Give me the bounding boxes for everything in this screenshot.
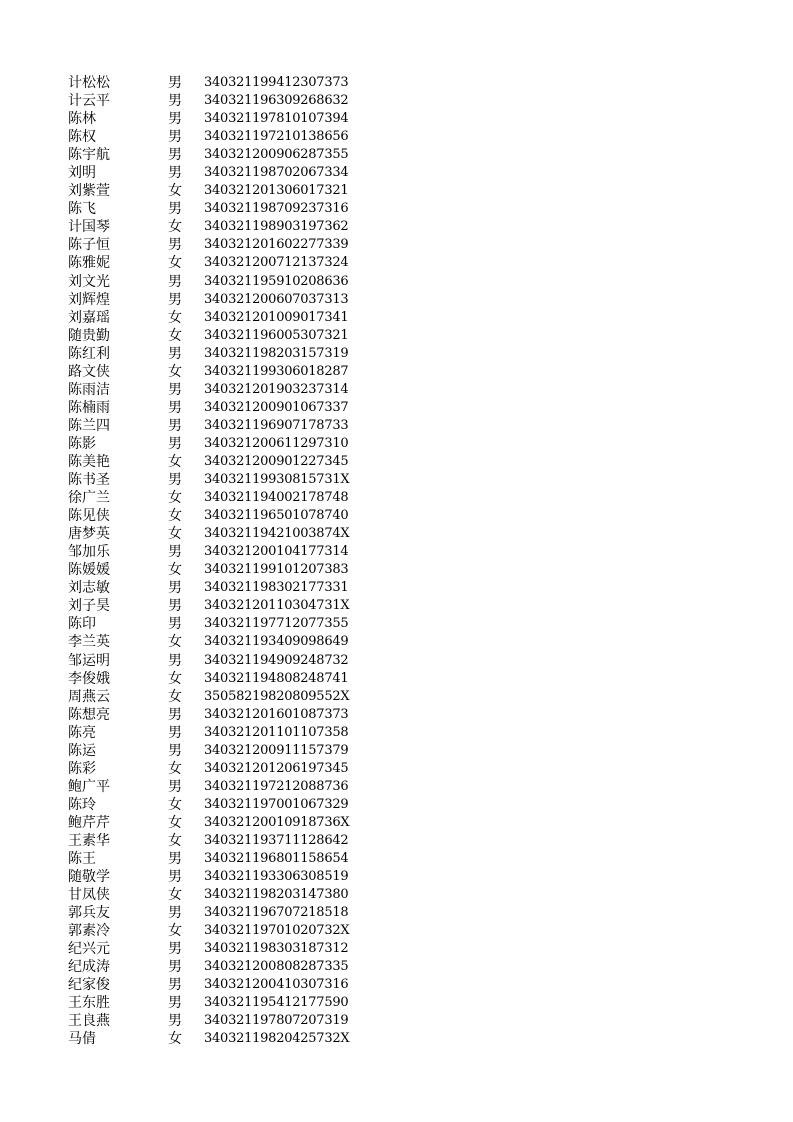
- person-name: 纪成涛: [68, 959, 110, 976]
- person-id-number: 340321200808287335: [204, 959, 349, 975]
- person-id-number: 34032119701020732X: [204, 923, 350, 939]
- person-gender: 男: [168, 905, 182, 922]
- person-gender: 男: [168, 869, 182, 886]
- list-item: [68, 742, 388, 760]
- list-item: [68, 706, 388, 724]
- list-item: [68, 597, 388, 615]
- person-id-number: 340321200611297310: [204, 435, 349, 451]
- list-item: [68, 254, 388, 272]
- person-gender: 男: [168, 941, 182, 958]
- person-id-number: 340321200906287355: [204, 147, 349, 163]
- list-item: [68, 128, 388, 146]
- person-gender: 女: [168, 832, 182, 849]
- person-name: 陈美艳: [68, 453, 110, 470]
- person-gender: 男: [168, 995, 182, 1012]
- person-gender: 男: [168, 652, 182, 669]
- person-name: 陈权: [68, 129, 96, 146]
- list-item: [68, 615, 388, 633]
- person-gender: 女: [168, 327, 182, 344]
- list-item: [68, 381, 388, 399]
- list-item: [68, 218, 388, 236]
- list-item: [68, 778, 388, 796]
- roster-list: [68, 74, 388, 1049]
- list-item: [68, 182, 388, 200]
- person-gender: 女: [168, 760, 182, 777]
- person-id-number: 340321195910208636: [204, 273, 349, 289]
- list-item: [68, 760, 388, 778]
- person-id-number: 340321196907178733: [204, 417, 349, 433]
- person-name: 邹运明: [68, 652, 110, 669]
- person-id-number: 340321194002178748: [204, 490, 349, 506]
- list-item: [68, 489, 388, 507]
- person-gender: 男: [168, 93, 182, 110]
- person-name: 李俊娥: [68, 670, 110, 687]
- person-name: 刘子昊: [68, 598, 110, 615]
- person-gender: 男: [168, 598, 182, 615]
- person-gender: 女: [168, 453, 182, 470]
- person-name: 计国琴: [68, 219, 110, 236]
- person-name: 唐梦英: [68, 526, 110, 543]
- person-id-number: 340321197712077355: [204, 616, 349, 632]
- list-item: [68, 309, 388, 327]
- person-id-number: 340321194909248732: [204, 652, 349, 668]
- person-id-number: 340321200901227345: [204, 453, 349, 469]
- person-name: 鲍芹芹: [68, 814, 110, 831]
- person-name: 陈媛媛: [68, 562, 110, 579]
- person-gender: 女: [168, 814, 182, 831]
- list-item: [68, 417, 388, 435]
- person-name: 刘文光: [68, 273, 110, 290]
- person-gender: 女: [168, 363, 182, 380]
- person-gender: 男: [168, 345, 182, 362]
- person-id-number: 340321201903237314: [204, 381, 349, 397]
- person-name: 刘辉煌: [68, 291, 110, 308]
- person-gender: 男: [168, 147, 182, 164]
- person-name: 甘凤侠: [68, 887, 110, 904]
- person-gender: 男: [168, 417, 182, 434]
- person-name: 邹加乐: [68, 544, 110, 561]
- person-name: 刘明: [68, 165, 96, 182]
- person-name: 陈影: [68, 435, 96, 452]
- person-gender: 男: [168, 75, 182, 91]
- person-id-number: 340321197210138656: [204, 129, 349, 145]
- list-item: [68, 200, 388, 218]
- person-gender: 女: [168, 634, 182, 651]
- person-name: 陈玲: [68, 796, 96, 813]
- person-name: 李兰英: [68, 634, 110, 651]
- person-gender: 男: [168, 959, 182, 976]
- person-gender: 女: [168, 796, 182, 813]
- list-item: [68, 273, 388, 291]
- person-name: 纪家俊: [68, 977, 110, 994]
- list-item: [68, 399, 388, 417]
- person-gender: 女: [168, 255, 182, 272]
- person-gender: 男: [168, 706, 182, 723]
- list-item: [68, 236, 388, 254]
- person-gender: 男: [168, 165, 182, 182]
- person-id-number: 340321196801158654: [204, 851, 349, 867]
- person-id-number: 340321200911157379: [204, 742, 349, 758]
- list-item: [68, 471, 388, 489]
- person-id-number: 340321201602277339: [204, 237, 349, 253]
- person-gender: 男: [168, 201, 182, 218]
- list-item: [68, 670, 388, 688]
- person-id-number: 340321197810107394: [204, 111, 349, 127]
- person-name: 陈子恒: [68, 237, 110, 254]
- list-item: [68, 688, 388, 706]
- list-item: [68, 886, 388, 904]
- person-name: 陈林: [68, 111, 96, 128]
- person-id-number: 340321201009017341: [204, 309, 349, 325]
- person-gender: 男: [168, 399, 182, 416]
- person-id-number: 340321197807207319: [204, 1013, 349, 1029]
- person-gender: 女: [168, 562, 182, 579]
- list-item: [68, 561, 388, 579]
- person-name: 徐广兰: [68, 490, 110, 507]
- person-id-number: 340321201306017321: [204, 183, 349, 199]
- person-gender: 女: [168, 309, 182, 326]
- person-gender: 男: [168, 129, 182, 146]
- list-item: [68, 976, 388, 994]
- list-item: [68, 904, 388, 922]
- person-id-number: 340321200712137324: [204, 255, 349, 271]
- person-id-number: 340321201601087373: [204, 706, 349, 722]
- person-gender: 男: [168, 724, 182, 741]
- list-item: [68, 146, 388, 164]
- person-id-number: 340321196005307321: [204, 327, 349, 343]
- person-gender: 男: [168, 977, 182, 994]
- person-name: 计松松: [68, 75, 110, 91]
- person-name: 陈想亮: [68, 706, 110, 723]
- person-name: 随敬学: [68, 869, 110, 886]
- list-item: [68, 327, 388, 345]
- person-gender: 女: [168, 508, 182, 525]
- list-item: [68, 850, 388, 868]
- person-gender: 女: [168, 1031, 182, 1048]
- person-id-number: 340321195412177590: [204, 995, 349, 1011]
- person-id-number: 340321193409098649: [204, 634, 349, 650]
- list-item: [68, 74, 388, 92]
- person-gender: 男: [168, 291, 182, 308]
- person-gender: 女: [168, 526, 182, 543]
- person-name: 周燕云: [68, 688, 110, 705]
- person-gender: 男: [168, 580, 182, 597]
- person-gender: 男: [168, 381, 182, 398]
- person-name: 陈宇航: [68, 147, 110, 164]
- person-name: 陈雨洁: [68, 381, 110, 398]
- person-id-number: 340321197001067329: [204, 796, 349, 812]
- list-item: [68, 814, 388, 832]
- person-gender: 男: [168, 472, 182, 489]
- list-item: [68, 435, 388, 453]
- list-item: [68, 633, 388, 651]
- person-gender: 女: [168, 670, 182, 687]
- list-item: [68, 868, 388, 886]
- person-gender: 男: [168, 778, 182, 795]
- list-item: [68, 291, 388, 309]
- person-gender: 女: [168, 183, 182, 200]
- list-item: [68, 525, 388, 543]
- list-item: [68, 507, 388, 525]
- list-item: [68, 958, 388, 976]
- person-name: 随贵勤: [68, 327, 110, 344]
- person-name: 王素华: [68, 832, 110, 849]
- list-item: [68, 579, 388, 597]
- list-item: [68, 345, 388, 363]
- person-gender: 男: [168, 616, 182, 633]
- person-gender: 男: [168, 111, 182, 128]
- person-id-number: 340321196501078740: [204, 508, 349, 524]
- person-id-number: 340321198302177331: [204, 580, 349, 596]
- list-item: [68, 543, 388, 561]
- person-name: 马倩: [68, 1031, 96, 1048]
- person-name: 陈飞: [68, 201, 96, 218]
- person-name: 郭素冷: [68, 923, 110, 940]
- person-gender: 男: [168, 237, 182, 254]
- person-id-number: 340321197212088736: [204, 778, 349, 794]
- person-id-number: 35058219820809552X: [204, 688, 350, 704]
- list-item: [68, 92, 388, 110]
- person-name: 刘紫萱: [68, 183, 110, 200]
- list-item: [68, 1030, 388, 1048]
- person-id-number: 340321193306308519: [204, 869, 349, 885]
- person-name: 陈印: [68, 616, 96, 633]
- person-name: 计云平: [68, 93, 110, 110]
- person-name: 刘嘉瑶: [68, 309, 110, 326]
- person-name: 陈红利: [68, 345, 110, 362]
- person-id-number: 340321199412307373: [204, 75, 349, 90]
- person-name: 刘志敏: [68, 580, 110, 597]
- person-name: 陈兰四: [68, 417, 110, 434]
- person-gender: 女: [168, 219, 182, 236]
- person-id-number: 340321201101107358: [204, 724, 349, 740]
- list-item: [68, 922, 388, 940]
- person-id-number: 34032119421003874X: [204, 526, 350, 542]
- person-gender: 男: [168, 435, 182, 452]
- list-item: [68, 832, 388, 850]
- person-id-number: 340321198702067334: [204, 165, 349, 181]
- person-name: 陈王: [68, 851, 96, 868]
- person-id-number: 34032119930815731X: [204, 472, 350, 488]
- person-gender: 女: [168, 887, 182, 904]
- person-id-number: 340321201206197345: [204, 760, 349, 776]
- person-id-number: 340321194808248741: [204, 670, 349, 686]
- person-gender: 女: [168, 490, 182, 507]
- person-gender: 男: [168, 1013, 182, 1030]
- person-name: 陈运: [68, 742, 96, 759]
- person-name: 陈书圣: [68, 472, 110, 489]
- person-name: 郭兵友: [68, 905, 110, 922]
- person-id-number: 340321193711128642: [204, 832, 349, 848]
- person-name: 陈见侠: [68, 508, 110, 525]
- person-id-number: 340321200410307316: [204, 977, 349, 993]
- person-id-number: 340321199101207383: [204, 562, 349, 578]
- person-name: 路文侠: [68, 363, 110, 380]
- person-id-number: 34032120010918736X: [204, 814, 350, 830]
- person-id-number: 340321198203157319: [204, 345, 349, 361]
- person-id-number: 340321199306018287: [204, 363, 349, 379]
- person-name: 王良燕: [68, 1013, 110, 1030]
- person-name: 纪兴元: [68, 941, 110, 958]
- list-item: [68, 164, 388, 182]
- person-id-number: 340321200104177314: [204, 544, 349, 560]
- person-gender: 男: [168, 273, 182, 290]
- person-name: 王东胜: [68, 995, 110, 1012]
- list-item: [68, 994, 388, 1012]
- person-name: 陈彩: [68, 760, 96, 777]
- list-item: [68, 796, 388, 814]
- person-name: 陈亮: [68, 724, 96, 741]
- list-item: [68, 652, 388, 670]
- person-gender: 女: [168, 923, 182, 940]
- person-id-number: 340321198303187312: [204, 941, 349, 957]
- person-id-number: 340321196309268632: [204, 93, 349, 109]
- person-id-number: 340321198203147380: [204, 887, 349, 903]
- person-id-number: 340321196707218518: [204, 905, 349, 921]
- person-gender: 男: [168, 742, 182, 759]
- person-id-number: 340321200901067337: [204, 399, 349, 415]
- list-item: [68, 453, 388, 471]
- person-gender: 女: [168, 688, 182, 705]
- person-id-number: 340321198709237316: [204, 201, 349, 217]
- person-name: 陈楠雨: [68, 399, 110, 416]
- person-id-number: 340321200607037313: [204, 291, 349, 307]
- person-id-number: 34032120110304731X: [204, 598, 350, 614]
- person-id-number: 34032119820425732X: [204, 1031, 350, 1047]
- person-name: 陈雅妮: [68, 255, 110, 272]
- list-item: [68, 1012, 388, 1030]
- person-name: 鲍广平: [68, 778, 110, 795]
- person-gender: 男: [168, 544, 182, 561]
- person-gender: 男: [168, 851, 182, 868]
- list-item: [68, 940, 388, 958]
- person-id-number: 340321198903197362: [204, 219, 349, 235]
- list-item: [68, 724, 388, 742]
- list-item: [68, 110, 388, 128]
- list-item: [68, 363, 388, 381]
